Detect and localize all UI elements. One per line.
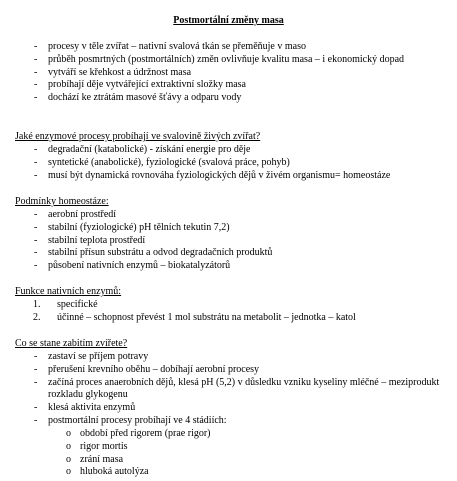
list-item-text: zastaví se příjem potravy [48, 351, 149, 362]
list-item-text: rigor mortis [80, 440, 128, 452]
list-item-text: průběh posmrtných (postmortálních) změn ovlivňuje kvalitu masa – i ekonomický dopad [48, 53, 405, 65]
list-item [0, 67, 452, 80]
list-marker: - [34, 234, 38, 246]
list-item-text: klesá aktivita enzymů [48, 402, 136, 414]
list-marker: - [34, 260, 38, 272]
intro-list [0, 41, 452, 105]
list-marker: - [34, 169, 38, 181]
list-item [0, 299, 452, 312]
list-item [0, 41, 452, 54]
enzyme-list [0, 144, 452, 182]
list-number: 1. [33, 299, 41, 310]
list-item [0, 454, 452, 467]
list-item [0, 351, 452, 364]
list-item-text: musí být dynamická rovnováha fyziologických dějů v živém organismu= homeostáze [48, 169, 391, 181]
list-marker: - [34, 247, 38, 259]
list-item-text: specifické [57, 299, 98, 310]
list-item [0, 260, 452, 273]
list-marker: - [34, 376, 38, 388]
list-item-text: probíhají děje vytvářející extraktivní složky masa [48, 79, 246, 91]
list-marker: o [66, 428, 71, 439]
list-item-text: zrání masa [80, 453, 124, 465]
list-marker: - [34, 156, 38, 168]
list-item [0, 92, 452, 105]
list-marker: o [66, 453, 71, 465]
homeostasis-list [0, 209, 452, 273]
list-item [0, 209, 452, 222]
list-marker: - [34, 221, 38, 233]
list-marker: - [34, 92, 38, 104]
list-number: 2. [33, 311, 41, 323]
list-marker: - [34, 53, 38, 65]
list-item-text: hluboká autolýza [80, 466, 149, 478]
list-item-text: začíná proces anaerobních dějů, klesá pH (5,2) v důsledku vzniku kyseliny mléčné – meziprodukt rozkladu glykogenu [48, 376, 440, 401]
section-heading-functions: Funkce nativních enzymů: [15, 286, 122, 297]
section-heading-death: Co se stane zabitím zvířete? [15, 338, 128, 349]
list-marker: - [34, 402, 38, 414]
list-item [0, 79, 452, 92]
list-item [0, 441, 452, 454]
list-item-text: stabilní (fyziologické) pH tělních tekutin 7,2) [48, 221, 230, 233]
list-item [0, 54, 452, 67]
list-marker: - [34, 66, 38, 78]
list-item [0, 170, 452, 183]
list-item-text: postmortální procesy probíhají ve 4 stádiích: [48, 414, 227, 426]
list-marker: o [66, 466, 71, 478]
page-title: Postmortální změny masa [173, 15, 284, 26]
list-marker: - [34, 209, 38, 220]
list-item-text: syntetické (anabolické), fyziologické (svalová práce, pohyb) [48, 156, 290, 168]
list-marker: - [34, 363, 38, 375]
list-marker: - [34, 414, 38, 426]
list-item [0, 402, 452, 415]
list-item-text: účinné – schopnost převést 1 mol substrátu na metabolit – jednotka – katol [57, 311, 356, 323]
stages-list [0, 428, 452, 479]
list-item-text: období před rigorem (prae rigor) [80, 428, 211, 439]
list-item [0, 247, 452, 260]
section-heading-homeostasis: Podmínky homeostáze: [15, 196, 109, 207]
list-item [0, 466, 452, 479]
function-list [0, 299, 452, 325]
list-item-text: degradační (katabolické) - získání energie pro děje [48, 144, 251, 155]
death-list [0, 351, 452, 428]
list-item-text: vytváří se křehkost a údržnost masa [48, 66, 192, 78]
list-item [0, 222, 452, 235]
list-item-text: aerobní prostředí [48, 209, 117, 220]
list-item-text: stabilní přísun substrátu a odvod degradačních produktů [48, 247, 273, 259]
list-item [0, 312, 452, 325]
list-item-text: procesy v těle zvířat – nativní svalová tkán se přeměňuje v maso [48, 41, 306, 52]
list-item-text: působení nativních enzymů – biokatalyzátorů [48, 260, 231, 272]
list-marker: - [34, 351, 38, 362]
list-item [0, 428, 452, 441]
list-item [0, 364, 452, 377]
list-item-text: stabilní teplota prostředí [48, 234, 146, 246]
list-item [0, 144, 452, 157]
list-marker: - [34, 144, 38, 155]
list-marker: - [34, 79, 38, 91]
list-item [0, 377, 452, 403]
list-item [0, 157, 452, 170]
list-item-text: přerušení krevního oběhu – dobíhají aerobní procesy [48, 363, 260, 375]
list-item-text: dochází ke ztrátám masové šťávy a odparu vody [48, 92, 242, 104]
list-item [0, 235, 452, 248]
list-marker: o [66, 440, 71, 452]
list-marker: - [34, 41, 38, 52]
list-item [0, 415, 452, 428]
section-heading-enzymes: Jaké enzymové procesy probíhají ve svalovině živých zvířat? [15, 131, 261, 142]
